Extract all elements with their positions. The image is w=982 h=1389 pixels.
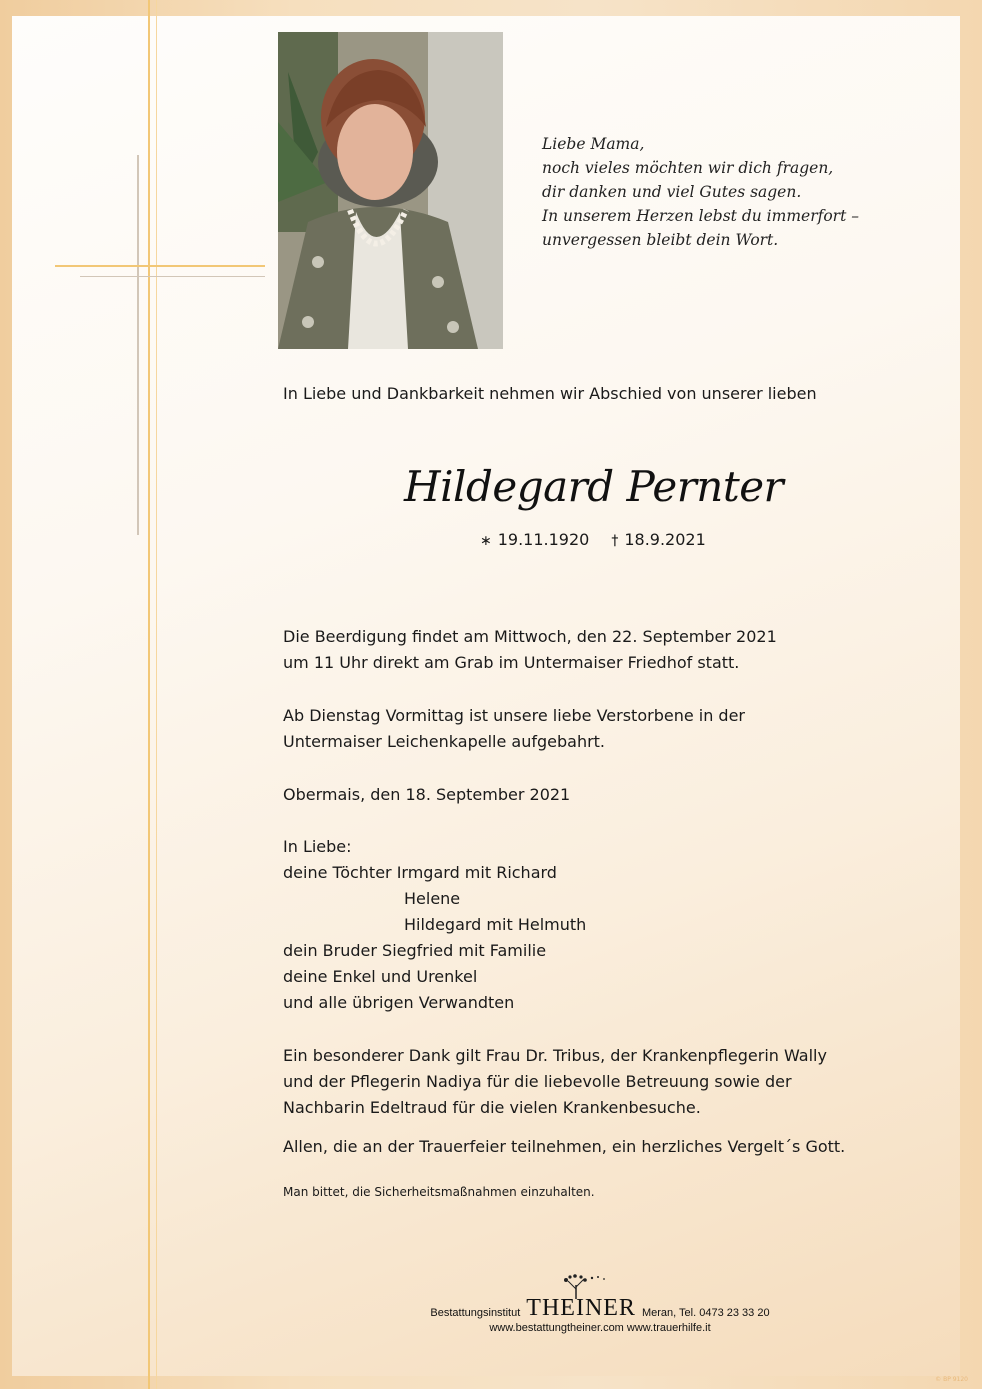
funeral-line: um 11 Uhr direkt am Grab im Untermaiser Friedhof statt. <box>283 653 740 672</box>
mourner-line: dein Bruder Siegfried mit Familie <box>283 941 547 960</box>
birth-date: 19.11.1920 <box>497 530 590 549</box>
poem-line: unvergessen bleibt dein Wort. <box>542 231 779 249</box>
mourner-line: deine Enkel und Urenkel <box>283 967 478 986</box>
footer-websites: www.bestattungtheiner.com www.trauerhilfe.it <box>489 1322 711 1334</box>
portrait-photo <box>278 32 503 349</box>
closing-text: Allen, die an der Trauerfeier teilnehmen, ein herzliches Vergelt´s Gott. <box>283 1137 846 1156</box>
undertaker-footer <box>400 1297 800 1334</box>
poem-line: Liebe Mama, <box>542 135 645 153</box>
mourner-line: Hildegard mit Helmuth <box>404 915 587 934</box>
poem-line: In unserem Herzen lebst du immerfort – <box>542 207 859 225</box>
brand-name: THEINER <box>526 1295 636 1321</box>
tree-logo-icon <box>554 1273 614 1299</box>
print-code: © BP 9120 <box>935 1376 968 1383</box>
footer-prefix: Bestattungsinstitut <box>430 1307 521 1319</box>
life-dates <box>480 530 706 549</box>
mourners-heading: In Liebe: <box>283 837 352 856</box>
thanks-line: Nachbarin Edeltraud für die vielen Krankenbesuche. <box>283 1098 701 1117</box>
poem-line: noch vieles möchten wir dich fragen, <box>542 159 834 177</box>
viewing-line: Ab Dienstag Vormittag ist unsere liebe Verstorbene in der <box>283 706 746 725</box>
mourner-line: deine Töchter Irmgard mit Richard <box>283 863 557 882</box>
death-cross-icon: † <box>611 533 619 549</box>
safety-note: Man bittet, die Sicherheitsmaßnahmen einzuhalten. <box>283 1185 595 1199</box>
death-date: 18.9.2021 <box>624 530 706 549</box>
place-date: Obermais, den 18. September 2021 <box>283 785 571 804</box>
thanks-line: Ein besonderer Dank gilt Frau Dr. Tribus, der Krankenpflegerin Wally <box>283 1046 827 1065</box>
funeral-line: Die Beerdigung findet am Mittwoch, den 22. September 2021 <box>283 627 777 646</box>
mourners-list <box>283 834 586 1016</box>
footer-contact: Meran, Tel. 0473 23 33 20 <box>641 1307 770 1319</box>
poem <box>542 132 942 252</box>
deceased-name: Hildegard Pernter <box>404 462 784 511</box>
funeral-info <box>283 624 777 676</box>
thanks-text <box>283 1043 827 1121</box>
poem-line: dir danken und viel Gutes sagen. <box>542 183 802 201</box>
mourner-line: Helene <box>404 889 461 908</box>
viewing-line: Untermaiser Leichenkapelle aufgebahrt. <box>283 732 606 751</box>
thanks-line: und der Pflegerin Nadiya für die liebevolle Betreuung sowie der <box>283 1072 792 1091</box>
mourner-line: und alle übrigen Verwandten <box>283 993 515 1012</box>
brand-logo <box>526 1297 636 1319</box>
viewing-info <box>283 703 745 755</box>
birth-symbol-icon: ∗ <box>480 533 492 549</box>
intro-text: In Liebe und Dankbarkeit nehmen wir Abschied von unserer lieben <box>283 384 817 403</box>
